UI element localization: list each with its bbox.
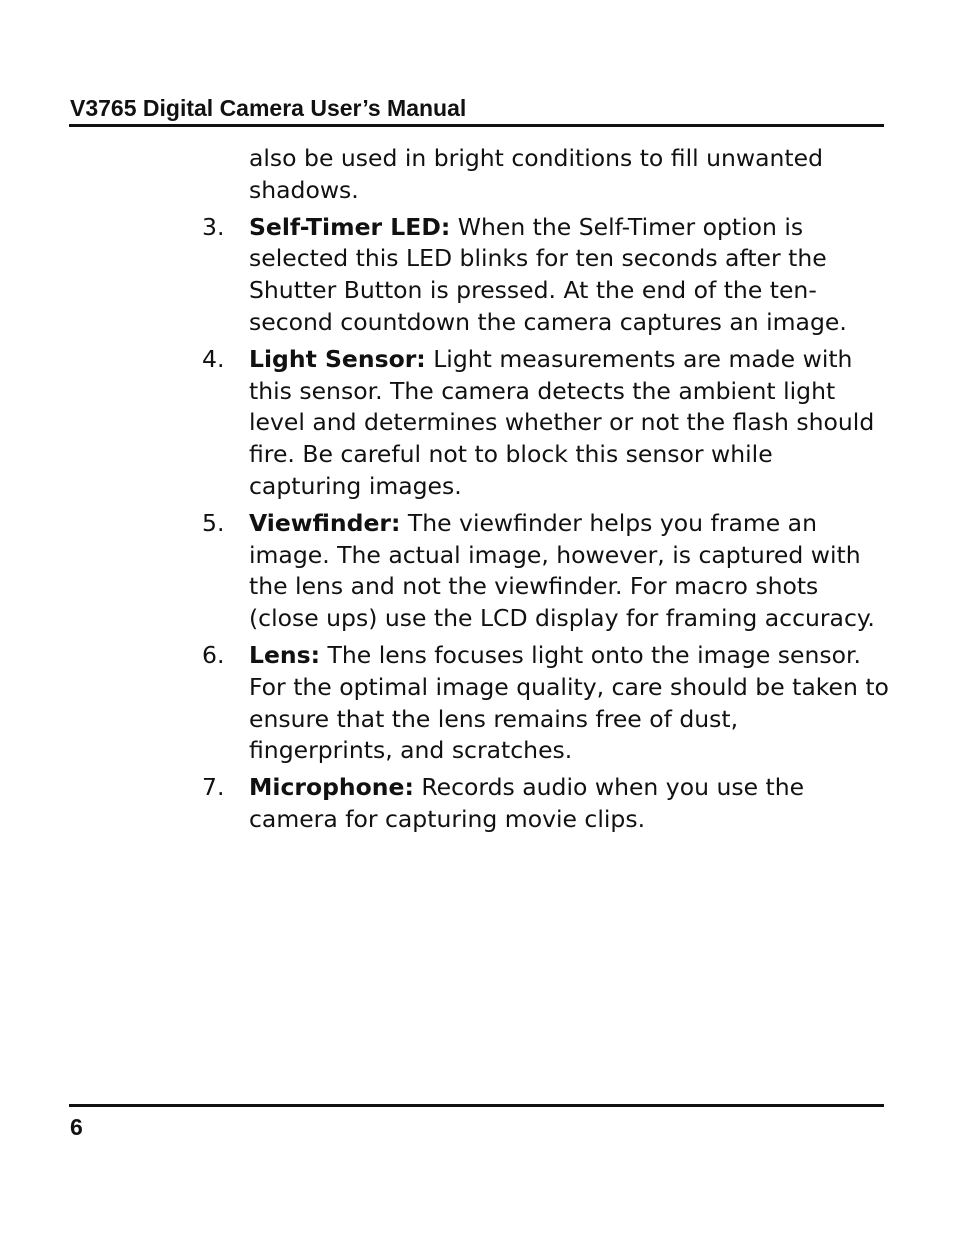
item-text: Records audio when you use the camera for capturing movie clips. [249, 773, 805, 833]
item-text: The viewfinder helps you frame an image. The actual image, however, is captured with the lens and not the viewfinder. For macro shots (close ups) use the LCD display for framing accuracy. [249, 508, 875, 633]
item-label: Viewfinder: [249, 508, 401, 537]
item-number: 5. [202, 508, 225, 537]
continuation-paragraph: also be used in bright conditions to fill unwanted shadows. [249, 144, 823, 204]
item-number: 7. [202, 773, 225, 802]
header-rule [69, 124, 884, 127]
list-item-self-timer-led [202, 212, 889, 339]
list-item-lens [202, 640, 889, 767]
item-number: 3. [202, 212, 225, 241]
page-body [0, 143, 954, 836]
footer-rule [69, 1104, 884, 1107]
item-label: Light Sensor: [249, 344, 426, 373]
item-label: Microphone: [249, 773, 414, 802]
item-label: Lens: [249, 640, 321, 669]
item-text: When the Self-Timer option is selected this LED blinks for ten seconds after the Shutter Button is pressed. At the end of the ten-second countdown the camera captures an image. [249, 212, 847, 336]
item-number: 4. [202, 344, 225, 373]
page-number: 6 [70, 1114, 83, 1140]
list-item-light-sensor [202, 344, 889, 503]
item-label: Self-Timer LED: [249, 212, 451, 241]
manual-title: V3765 Digital Camera User’s Manual [70, 95, 467, 121]
item-text: The lens focuses light onto the image sensor. For the optimal image quality, care should be taken to ensure that the lens remains free of dust, fingerprints, and scratches. [249, 640, 889, 765]
item-number: 6. [202, 640, 225, 669]
item-text: Light measurements are made with this sensor. The camera detects the ambient light level and determines whether or not the flash should fire. Be careful not to block this sensor while capturing images. [249, 344, 875, 500]
list-item-microphone [202, 772, 889, 836]
list-item-viewfinder [202, 508, 889, 635]
